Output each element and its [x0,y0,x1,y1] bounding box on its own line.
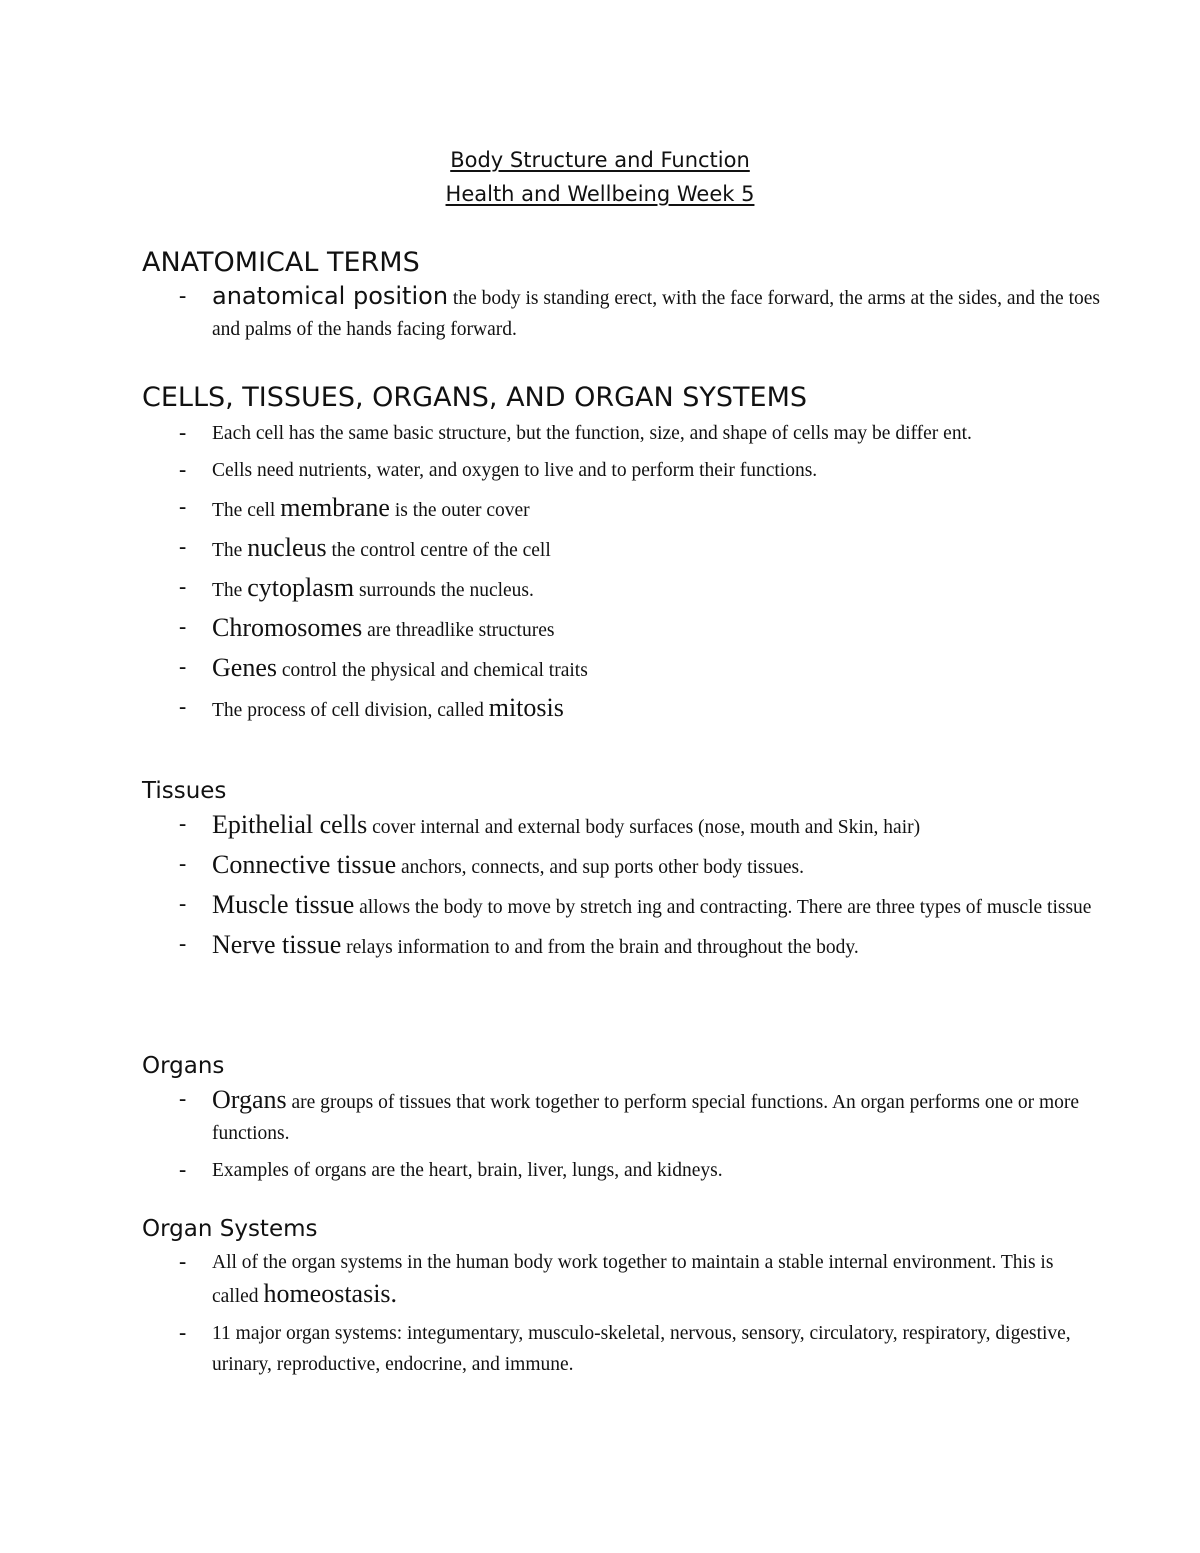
term: Chromosomes [212,613,363,642]
item-text: All of the organ systems in the human body work together to maintain a stable internal environment. This is called [212,1252,1054,1307]
item-text: are groups of tissues that work together to perform special functions. An organ performs one or more functions. [212,1092,1080,1144]
bullet-dash: - [176,852,190,877]
term: Genes [212,653,277,682]
item-text: relays information to and from the brain and throughout the body. [341,937,859,958]
item-text: Cells need nutrients, water, and oxygen to live and to perform their functions. [212,460,818,481]
section-organ-systems [142,1213,1102,1380]
item-text: 11 major organ systems: integumentary, musculo-skeletal, nervous, sensory, circulatory, respiratory, digestive, urinary, reproductive, endocrine, and immune. [212,1323,1071,1375]
term: mitosis [488,693,564,722]
section-cells [142,380,1102,726]
term: membrane [280,493,390,522]
bullet-dash: - [176,1321,190,1346]
bullet-dash: - [176,1087,190,1112]
section-heading: CELLS, TISSUES, ORGANS, AND ORGAN SYSTEMS [142,382,808,413]
bullet-dash: - [176,812,190,837]
item-text: are threadlike structures [362,620,555,641]
term: anatomical position [212,282,449,310]
section-heading: Organs [142,1053,225,1079]
list-item [142,809,1102,843]
bullet-dash: - [176,1158,190,1183]
bullet-dash: - [176,535,190,560]
list-item [142,492,1102,526]
list-item [142,1247,1102,1312]
list-item [142,692,1102,726]
item-list [142,281,1102,345]
title-line-2: Health and Wellbeing Week 5 [445,182,755,206]
item-text: is the outer cover [389,500,530,521]
term: Connective tissue [212,850,397,879]
list-item [142,612,1102,646]
bullet-dash: - [176,932,190,957]
bullet-dash: - [176,421,190,446]
bullet-dash: - [176,892,190,917]
item-text: cover internal and external body surfaces (nose, mouth and Skin, hair) [367,817,921,838]
bullet-dash: - [176,695,190,720]
list-item [142,418,1102,449]
list-item [142,1155,1102,1186]
item-text: Examples of organs are the heart, brain, liver, lungs, and kidneys. [212,1160,723,1181]
list-item [142,652,1102,686]
list-item [142,889,1102,923]
item-text: allows the body to move by stretch ing and contracting. There are three types of muscle tissue [354,897,1092,918]
list-item [142,532,1102,566]
section-tissues [142,775,1102,963]
term: Nerve tissue [212,930,342,959]
section-heading: ANATOMICAL TERMS [142,247,420,278]
item-text: anchors, connects, and sup ports other body tissues. [396,857,804,878]
section-heading: Tissues [142,778,227,804]
item-text: the control centre of the cell [326,540,551,561]
item-text: The process of cell division, called [212,700,489,721]
list-item [142,281,1102,345]
list-item [142,572,1102,606]
list-item [142,1084,1102,1149]
item-list [142,1084,1102,1186]
bullet-dash: - [176,575,190,600]
item-text: The [212,580,248,601]
document-title [0,143,1200,211]
bullet-dash: - [176,495,190,520]
term: cytoplasm [247,573,355,602]
term: homeostasis. [263,1279,398,1308]
item-list [142,418,1102,726]
section-anatomical-terms [142,245,1102,345]
term: nucleus [247,533,327,562]
item-list [142,1247,1102,1380]
title-line-1: Body Structure and Function [450,148,750,172]
list-item [142,455,1102,486]
list-item [142,849,1102,883]
item-text: the body is standing erect, with the face forward, the arms at the sides, and the toes and palms of the hands facing forward. [212,288,1100,340]
item-text: Each cell has the same basic structure, but the function, size, and shape of cells may be differ ent. [212,423,972,444]
term: Epithelial cells [212,810,368,839]
section-heading: Organ Systems [142,1216,318,1242]
bullet-dash: - [176,655,190,680]
list-item [142,1318,1102,1380]
bullet-dash: - [176,1250,190,1275]
bullet-dash: - [176,284,190,309]
item-list [142,809,1102,963]
item-text: The [212,540,248,561]
term: Organs [212,1085,287,1114]
bullet-dash: - [176,458,190,483]
section-organs [142,1050,1102,1186]
list-item [142,929,1102,963]
term: Muscle tissue [212,890,355,919]
item-text: surrounds the nucleus. [354,580,534,601]
item-text: The cell [212,500,281,521]
item-text: control the physical and chemical traits [276,660,588,681]
bullet-dash: - [176,615,190,640]
